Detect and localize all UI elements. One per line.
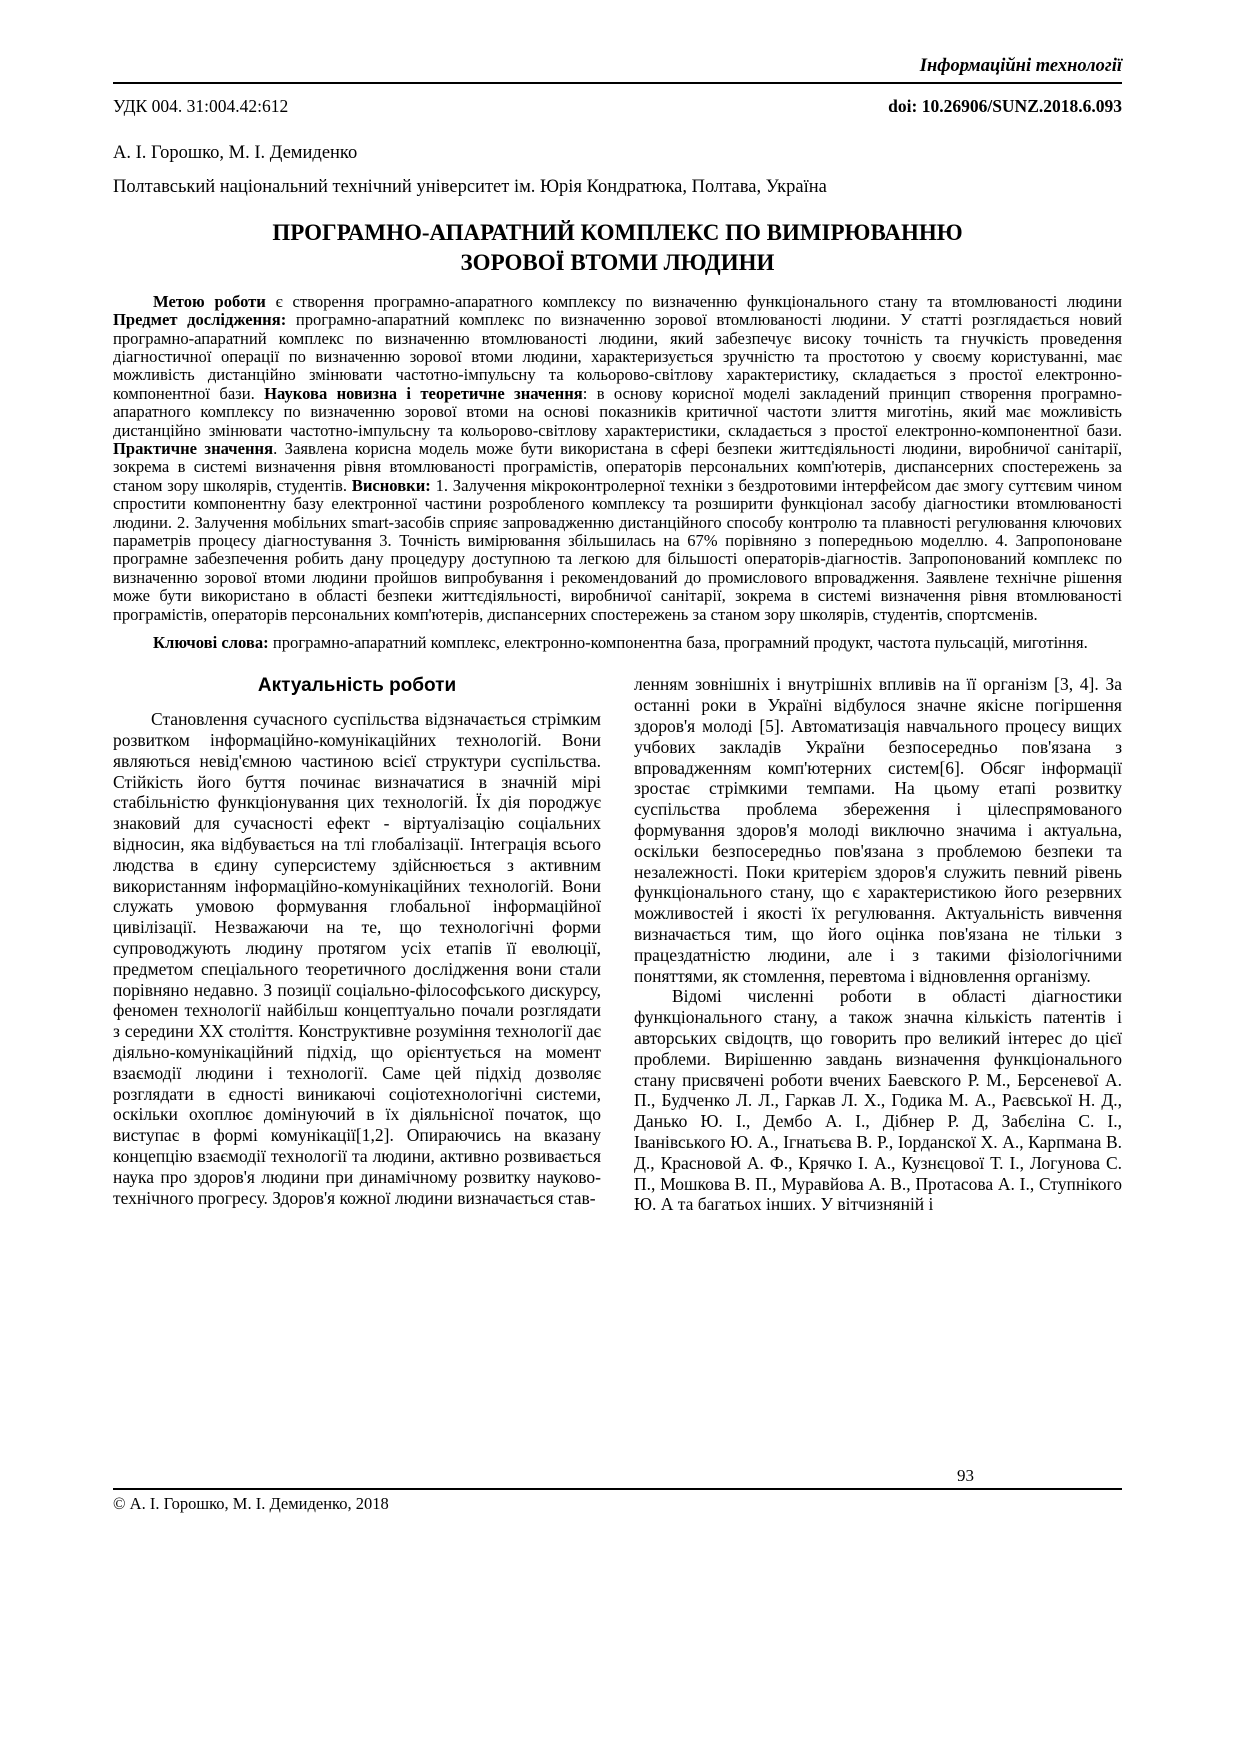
abstract-segment-goal-label: Метою роботи: [153, 291, 276, 311]
abstract-segment: . Заявлена корисна модель може бути використана в сфері безпеки життєдіяльності людини, виробничої санітарії, зокрема в системі визначення рівня втомлюваності програмістів, операторів персональних комп'ютерів, диспансерних спостережень за станом зору школярів, студентів.: [113, 438, 1122, 495]
journal-section-title: Інформаційні технології: [919, 56, 1122, 76]
article-title: ПРОГРАМНО-АПАРАТНИЙ КОМПЛЕКС ПО ВИМІРЮВАННЮ ЗОРОВОЇ ВТОМИ ЛЮДИНИ: [272, 220, 963, 276]
page-content: [113, 56, 1122, 1215]
authors-line: А. І. Горошко, М. І. Демиденко: [113, 143, 358, 163]
abstract-segment: : в основу корисної моделі закладений принцип створення програмно-апаратного комплексу по визначенню зорової втоми на основі показників критичної частоти злиття миготінь, який має можливість дистанційно змінювати частотно-імпульсну та кольорово-світлову характеристики, складається з простої електронно-компонентної бази.: [113, 383, 1122, 440]
abstract-segment-subject-label: Предмет дослідження:: [113, 310, 296, 330]
udc-doi-row: [113, 96, 1122, 117]
header-rule: [113, 82, 1122, 84]
keywords-paragraph: [113, 634, 1122, 652]
abstract-segment-practical-label: Практичне значення: [113, 438, 274, 458]
abstract-segment: програмно-апаратний комплекс по визначенню зорової втомлюваності людини. У статті розглядається новий програмно-апаратний комплекс по визначенню втомлюваності людини, який забезпечує високу точність та гнучкість проведення діагностичної операції по визначенню зорової втоми людини, характеризується зручністю та простотою у своєму користуванні, має можливість дистанційно змінювати частотно-імпульсну та кольорово-світлову характеристику, складається з простої електронно-компонентної бази.: [113, 310, 1122, 403]
body-paragraph: Відомі численні роботи в області діагностики функціонального стану, а також значна кількість патентів і авторських свідоцтв, що говорить про великий інтерес до цієї проблеми. Вирішенню завдань визначення функціонального стану присвячені роботи вчених Баевского Р. М., Берсеневої А. П., Будченко Л. Л., Гаркав Л. Х., Годика М. А., Раєвської Н. Д., Данько Ю. І., Дембо А. І., Дібнер Р. Д, Забєліна С. І., Іванівського Ю. А., Ігнатьєва В. Р., Іорданскої Х. А., Карпмана В. Д., Красновой А. Ф., Крячко І. А., Кузнєцової Т. І., Логунова С. П., Мошкова В. П., Муравйова А. В., Протасова А. І., Ступнікого Ю. А та багатьох інших. У вітчизняній і: [634, 986, 1122, 1215]
abstract-segment-conclusions-label: Висновки:: [351, 475, 431, 495]
abstract-paragraph: [113, 293, 1122, 624]
keywords-label: Ключові слова:: [153, 633, 273, 653]
right-column: [634, 674, 1122, 1215]
abstract-segment: 1. Залучення мікроконтролерної техніки з бездротовими інтерфейсом дає змогу суттєвим чином спростити компонентну базу електронної частини розробленого комплексу та розширити функціонал засобу діагностики втомлюваності людини. 2. Залучення мобільних smart-засобів сприяє запровадженню дистанційного способу контролю та плавності регулювання ключових параметрів процесу діагностування 3. Точність вимірювання збільшилась на 67% порівняно з попередньою моделлю. 4. Запропоноване програмне забезпечення робить дану процедуру доступною та легкою для більшості операторів-діагностів. Запропонований комплекс по визначенню зорової втоми людини пройшов випробування і рекомендований до промислового впровадження. Заявлене технічне рішення може бути використано в області безпеки життєдіяльності, виробничої санітарії, зокрема в системі визначення рівня втомлюваності програмістів, операторів персональних комп'ютерів, диспансерних спостережень за станом зору школярів, студентів, спортсменів.: [113, 475, 1122, 624]
body-paragraph: Становлення сучасного суспільства відзначається стрімким розвитком інформаційно-комунікаційних технологій. Вони являються невід'ємною частиною всієї структури суспільства. Стійкість його буття починає визначатися в значній мірі стабільністю функціонування цих технологій. Їх дія породжує знаковий для сучасності ефект - віртуалізацію соціальних відносин, яка відбувається на тлі глобалізації. Інтеграція всього людства в єдину суперсистему здійснюється з активним використанням інформаційно-комунікаційних технологій. Вони служать умовою формування глобальної інформаційної цивілізації. Незважаючи на те, що технологічні форми супроводжують людину протягом усіх етапів її еволюції, предметом спеціального теоретичного дослідження вони стали порівняно недавно. З позиції соціально-філософського дискурсу, феномен технології найбільш концептуально почали розглядати з середини XX століття. Конструктивне розуміння технології дає діяльно-комунікаційний підхід, що орієнтується на момент взаємодії людини і технології. Саме цей підхід дозволяє розглядати в єдності виникаючі соціотехнологічні системи, оскільки охоплює домінуючий в їх діяльнісної початок, що виступає в формі комунікації[1,2]. Опираючись на вказану концепцію взаємодії технології та людини, активно розвивається наука про здоров'я людини при динамічному розвитку науково-технічного прогресу. Здоров'я кожної людини визначається став-: [113, 709, 601, 1208]
body-paragraph: ленням зовнішніх і внутрішніх впливів на її організм [3, 4]. За останні роки в Україні відбулося значне якісне погіршення здоров'я молоді [5]. Автоматизація навчального процесу вищих учбових закладів України безпосередньо пов'язана з впровадженням комп'ютерних систем[6]. Обсяг інформації зростає стрімкими темпами. На цьому етапі розвитку суспільства проблема збереження і цілеспрямованого формування здоров'я молоді виключно значима і актуальна, оскільки безпосередньо пов'язана з проблемою безпеки та незалежності. Поки критерієм здоров'я служить певний рівень функціонального стану, що є характеристикою його резервних можливостей і якості їх регулювання. Актуальність вивчення визначається тим, що його оцінка пов'язана не тільки з працездатністю людини, але і з такими фізіологічними поняттями, як стомлення, перевтома і відновлення організму.: [634, 674, 1122, 986]
affiliation-line: Полтавський національний технічний університет ім. Юрія Кондратюка, Полтава, Україна: [113, 177, 827, 197]
udc-code: УДК 004. 31:004.42:612: [113, 96, 289, 116]
doi-code: doi: 10.26906/SUNZ.2018.6.093: [888, 96, 1122, 116]
page-number: 93: [957, 1466, 974, 1485]
keywords-text: програмно-апаратний комплекс, електронно-компонентна база, програмний продукт, частота пульсацій, миготіння.: [272, 633, 1088, 653]
abstract-segment: є створення програмно-апаратного комплексу по визначенню функціонального стану та втомлюваності людини: [275, 291, 1122, 311]
copyright-line: © А. І. Горошко, М. І. Демиденко, 2018: [113, 1494, 389, 1513]
two-column-body: [113, 674, 1122, 1215]
section-heading: Актуальність роботи: [257, 675, 457, 697]
left-column: [113, 674, 601, 1215]
abstract-segment-novelty-label: Наукова новизна і теоретичне значення: [264, 383, 583, 403]
page-footer: [113, 1466, 1122, 1514]
